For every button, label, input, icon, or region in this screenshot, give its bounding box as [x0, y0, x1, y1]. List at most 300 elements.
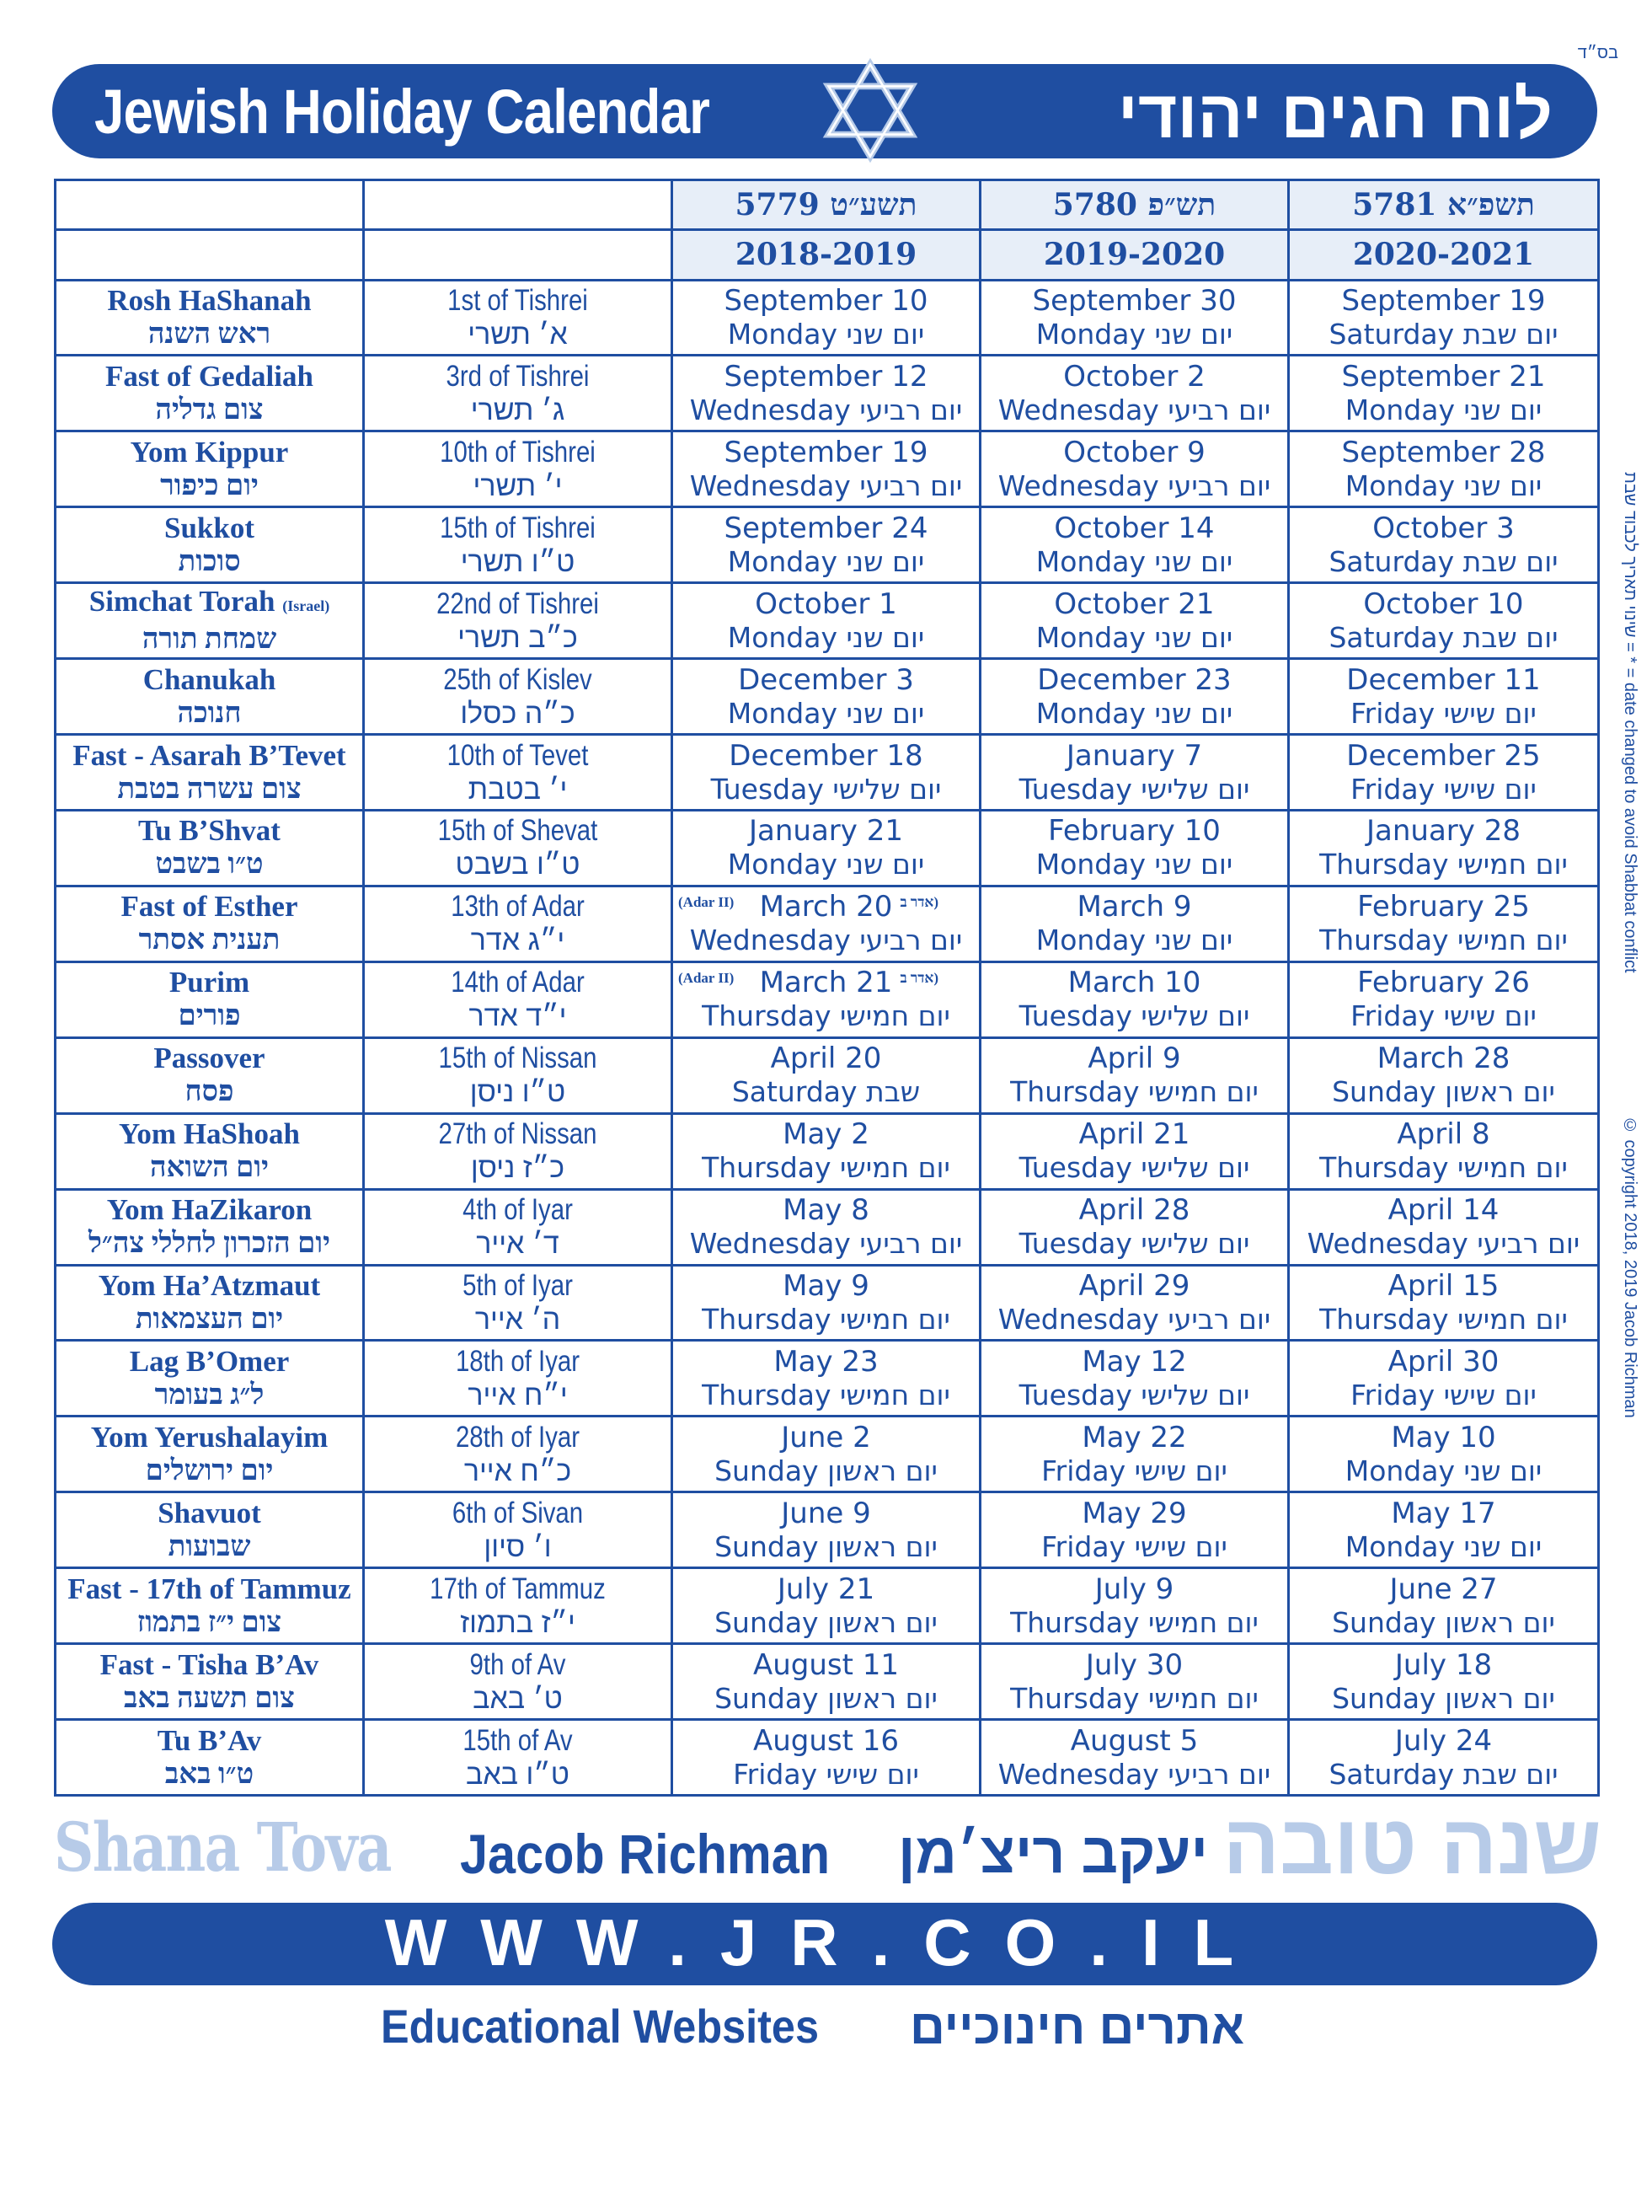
gregorian-date: January 28: [1366, 814, 1521, 849]
holiday-name-en: [56, 1345, 362, 1379]
weekday: [981, 848, 1287, 881]
hebrew-date-he: ה׳ אייר: [474, 1303, 561, 1336]
date-cell: [981, 1720, 1289, 1796]
weekday-en: Monday: [727, 544, 838, 578]
holiday-name-en: [56, 1193, 362, 1227]
hebrew-date-he: ד׳ אייר: [476, 1228, 559, 1261]
table-row: [56, 886, 1599, 961]
adar-note-en: (Adar II): [678, 969, 735, 986]
hebrew-date-he: ט״ו באב: [465, 1758, 569, 1791]
weekday-he: יום שלישי: [832, 772, 942, 806]
holiday-name-he: יום הזכרון לחללי צה״ל: [88, 1228, 330, 1260]
weekday-en: Thursday: [1319, 848, 1449, 881]
weekday-he: יום חמישי: [1457, 1151, 1568, 1185]
hebrew-date-he: ט׳ באב: [473, 1682, 563, 1715]
date-cell: [1289, 961, 1599, 1037]
weekday-he: יום ראשון: [1445, 1075, 1555, 1109]
hebrew-date-en: 9th of Av: [469, 1647, 566, 1681]
holiday-name-cell: [56, 583, 364, 659]
table-row: [56, 1644, 1599, 1720]
table-row: [56, 961, 1599, 1037]
weekday-en: Monday: [727, 620, 838, 654]
educational-websites-hebrew: אתרים חינוכיים: [910, 2000, 1245, 2054]
holiday-name-text: Yom HaShoah: [119, 1117, 300, 1151]
table-row: [56, 1341, 1599, 1417]
weekday-en: Thursday: [702, 1378, 831, 1411]
weekday-en: Saturday: [1329, 317, 1455, 351]
hebrew-date-cell: [364, 1265, 672, 1341]
weekday-he: יום שלישי: [1141, 1151, 1250, 1185]
gregorian-date: March 20: [759, 890, 893, 924]
holiday-name-text: Fast of Esther: [120, 890, 298, 924]
gregorian-date: April 8: [1397, 1117, 1490, 1152]
holiday-name-en: [56, 436, 362, 469]
date-cell: [1289, 1644, 1599, 1720]
hebrew-date-cell: [364, 1568, 672, 1644]
holiday-name-cell: [56, 431, 364, 507]
date-cell: [672, 431, 981, 507]
hebrew-date-cell: [364, 431, 672, 507]
gregorian-date: July 21: [777, 1572, 875, 1606]
weekday-he: יום ראשון: [827, 1529, 938, 1563]
holiday-name-text: Passover: [153, 1042, 265, 1075]
date-cell: [981, 961, 1289, 1037]
holiday-name-en: [56, 1421, 362, 1454]
holiday-name-text: Purim: [168, 966, 250, 999]
weekday-en: Thursday: [1010, 1075, 1140, 1109]
gregorian-date: April 14: [1387, 1193, 1500, 1228]
title-english: Jewish Holiday Calendar: [94, 77, 710, 147]
table-row: [56, 431, 1599, 507]
hebrew-date-cell: [364, 1720, 672, 1796]
gregorian-date: April 30: [1387, 1344, 1500, 1379]
weekday: [673, 1303, 979, 1336]
weekday-en: Monday: [1345, 469, 1456, 502]
weekday-he: יום שלישי: [1141, 1378, 1250, 1411]
year-hebrew: 5781 תשפ״א: [1289, 180, 1599, 230]
hebrew-date-en: 27th of Nissan: [438, 1117, 597, 1151]
weekday-he: יום שבת: [1462, 544, 1558, 578]
gregorian-date: July 30: [1085, 1647, 1184, 1682]
holiday-name-cell: [56, 1037, 364, 1113]
side-note-copyright: © copyright 2018, 2019 Jacob Richman: [1621, 1117, 1639, 1418]
holiday-name-cell: [56, 1492, 364, 1568]
holiday-name-en: [56, 966, 362, 999]
holiday-name-text: Rosh HaShanah: [107, 283, 312, 317]
year-hebrew: 5780 תש״פ: [981, 180, 1289, 230]
header-blank-cell: [56, 230, 364, 280]
weekday-he: יום שני: [1154, 544, 1233, 578]
weekday: [981, 1758, 1287, 1792]
holiday-name-en: [56, 1269, 362, 1303]
hebrew-date-cell: [364, 659, 672, 735]
date-cell: [1289, 356, 1599, 431]
holiday-name-cell: [56, 1417, 364, 1492]
weekday-he: יום רביעי: [859, 1227, 963, 1261]
weekday: [1290, 773, 1597, 806]
table-row: [56, 1720, 1599, 1796]
gregorian-date: September 30: [1032, 283, 1237, 318]
hebrew-date-he: י״ג אדר: [470, 924, 565, 957]
hebrew-date-en: 17th of Tammuz: [430, 1572, 606, 1605]
weekday: [1290, 545, 1597, 579]
weekday-he: יום שני: [1463, 1454, 1542, 1487]
weekday-en: Monday: [727, 317, 838, 351]
holiday-name-cell: [56, 1568, 364, 1644]
holiday-name-en: [56, 1497, 362, 1530]
gregorian-date: May 22: [1082, 1420, 1187, 1454]
table-row: [56, 1037, 1599, 1113]
gregorian-date: March 10: [1067, 966, 1201, 1000]
educational-websites-english: Educational Websites: [381, 2000, 820, 2053]
hebrew-date-en: 5th of Iyar: [462, 1268, 573, 1302]
title-hebrew: לוח חגים יהודי: [1117, 77, 1553, 152]
hebrew-date-en: 15th of Nissan: [438, 1042, 597, 1075]
gregorian-date: April 20: [770, 1042, 882, 1076]
hebrew-date-he: י״ח אייר: [468, 1379, 568, 1411]
weekday: [1290, 697, 1597, 731]
weekday-he: יום ראשון: [827, 1605, 938, 1639]
weekday: [673, 1758, 979, 1792]
date-cell: [1289, 735, 1599, 811]
weekday-he: יום שני: [1463, 1529, 1542, 1563]
hebrew-date-en: 28th of Iyar: [455, 1420, 580, 1454]
hebrew-date-en: 10th of Tevet: [446, 738, 589, 772]
weekday: [673, 621, 979, 655]
weekday: [673, 1227, 979, 1261]
gregorian-date: May 12: [1082, 1344, 1187, 1379]
date-cell: [981, 431, 1289, 507]
date-cell: [1289, 507, 1599, 583]
date-cell: [1289, 583, 1599, 659]
weekday: [1290, 1379, 1597, 1412]
holiday-name-en: [56, 1724, 362, 1758]
holiday-name-text: Fast - Tisha B’Av: [99, 1647, 319, 1681]
gregorian-date: April 21: [1078, 1117, 1190, 1152]
holiday-name-cell: [56, 659, 364, 735]
date-cell: [1289, 431, 1599, 507]
date-cell: [672, 1492, 981, 1568]
hebrew-date-cell: [364, 1644, 672, 1720]
gregorian-date: June 9: [781, 1496, 871, 1530]
weekday-en: Friday: [1041, 1454, 1126, 1487]
holiday-name-en: [56, 814, 362, 848]
holiday-name-cell: [56, 1720, 364, 1796]
holiday-name-cell: [56, 810, 364, 886]
hebrew-date-he: י׳ בטבת: [468, 773, 568, 806]
date-cell: [981, 583, 1289, 659]
weekday-he: יום שישי: [826, 1757, 919, 1791]
table-row: [56, 1189, 1599, 1265]
gregorian-date: September 10: [724, 283, 928, 318]
hebrew-date-en: 18th of Iyar: [455, 1344, 580, 1378]
weekday-en: Monday: [1035, 620, 1147, 654]
hebrew-date-cell: [364, 1113, 672, 1189]
holiday-name-en: [56, 360, 362, 394]
gregorian-date: March 9: [1077, 890, 1192, 924]
gregorian-date: May 29: [1082, 1496, 1187, 1530]
date-cell: [981, 507, 1289, 583]
date-cell: [672, 659, 981, 735]
hebrew-date-en: 1st of Tishrei: [447, 283, 588, 317]
weekday-en: Wednesday: [997, 393, 1159, 426]
weekday-en: Thursday: [702, 1151, 831, 1185]
weekday: [673, 1454, 979, 1488]
date-cell: [981, 1113, 1289, 1189]
weekday: [981, 621, 1287, 655]
holiday-name-he: יום השואה: [149, 1152, 270, 1184]
weekday-en: Sunday: [714, 1529, 819, 1563]
holiday-name-cell: [56, 886, 364, 961]
weekday: [981, 697, 1287, 731]
holiday-name-cell: [56, 1189, 364, 1265]
holiday-name-cell: [56, 1644, 364, 1720]
holiday-name-he: פורים: [178, 1000, 241, 1032]
weekday-he: יום רביעי: [859, 469, 963, 502]
star-of-david-icon: [815, 56, 925, 165]
holiday-name-text: Lag B’Omer: [129, 1344, 290, 1378]
shana-tova-english: Shana Tova: [54, 1808, 391, 1887]
weekday-en: Thursday: [1010, 1681, 1140, 1715]
holiday-name-text: Shavuot: [158, 1496, 261, 1529]
side-note-shabbat: שינוי תאריך לכבוד שבת = * = date changed to avoid Shabbat conflict: [1621, 472, 1639, 973]
holiday-name-en: [56, 1572, 362, 1606]
gregorian-date: June 27: [1389, 1572, 1498, 1606]
date-cell: [981, 1341, 1289, 1417]
holiday-name-cell: [56, 961, 364, 1037]
weekday-en: Saturday: [731, 1075, 858, 1109]
weekday-en: Monday: [1035, 696, 1147, 730]
date-cell: [1289, 1341, 1599, 1417]
weekday-en: Friday: [1350, 1378, 1435, 1411]
hebrew-date-cell: [364, 507, 672, 583]
gregorian-date: October 3: [1372, 511, 1515, 545]
weekday-he: יום שישי: [1443, 1378, 1537, 1411]
weekday: [1290, 1303, 1597, 1336]
table-row: [56, 735, 1599, 811]
gregorian-date: July 9: [1094, 1572, 1174, 1606]
table-row: [56, 1417, 1599, 1492]
weekday-he: יום רביעי: [1168, 469, 1271, 502]
holiday-name-text: Tu B’Shvat: [138, 814, 281, 848]
weekday: [1290, 469, 1597, 503]
gregorian-date: January 7: [1066, 738, 1203, 773]
gregorian-date: July 24: [1394, 1723, 1493, 1758]
weekday: [981, 545, 1287, 579]
weekday-en: Tuesday: [1018, 772, 1132, 806]
weekday-en: Monday: [727, 848, 838, 881]
hebrew-date-he: י״ז בתמוז: [460, 1606, 575, 1639]
author-english: Jacob Richman: [460, 1823, 831, 1885]
weekday-he: יום ראשון: [1445, 1681, 1555, 1715]
holiday-name-he: ל״ג בעומר: [154, 1379, 265, 1411]
holiday-name-en: [56, 1117, 362, 1151]
gregorian-date: April 15: [1387, 1268, 1500, 1303]
holiday-name-cell: [56, 280, 364, 356]
gregorian-date: January 21: [749, 814, 903, 849]
holiday-name-he: ט״ו בשבט: [155, 849, 264, 881]
date-cell: [672, 1037, 981, 1113]
weekday: [981, 999, 1287, 1033]
date-cell: [1289, 1265, 1599, 1341]
holiday-name-he: צום תשעה באב: [124, 1682, 295, 1714]
weekday-en: Wednesday: [1307, 1227, 1468, 1261]
weekday-he: יום שבת: [1462, 317, 1558, 351]
year-gregorian: 2020-2021: [1289, 230, 1599, 280]
bsd-mark: בס״ד: [1577, 44, 1618, 62]
date-cell: [1289, 1720, 1599, 1796]
date-cell: [672, 1417, 981, 1492]
holiday-name-en: [56, 284, 362, 318]
weekday-he: יום חמישי: [1457, 924, 1568, 957]
holiday-name-cell: [56, 507, 364, 583]
weekday: [1290, 1758, 1597, 1792]
weekday: [1290, 1075, 1597, 1109]
weekday: [981, 1682, 1287, 1716]
weekday-en: Friday: [1350, 696, 1435, 730]
weekday-he: יום שני: [846, 848, 925, 881]
gregorian-date: December 23: [1037, 662, 1232, 697]
header-blank-cell: [364, 180, 672, 230]
weekday-en: Tuesday: [710, 772, 824, 806]
hebrew-date-en: 25th of Kislev: [443, 662, 592, 696]
weekday-he: יום שני: [846, 317, 925, 351]
holiday-name-en: [56, 511, 362, 545]
weekday: [981, 1151, 1287, 1185]
hebrew-date-he: ט״ו בשבט: [455, 849, 580, 881]
holiday-name-text: Yom Kippur: [130, 435, 289, 469]
gregorian-date: September 21: [1341, 359, 1546, 394]
table-row: [56, 1492, 1599, 1568]
weekday-en: Friday: [1041, 1529, 1126, 1563]
date-cell: [672, 735, 981, 811]
weekday: [1290, 848, 1597, 881]
website-link[interactable]: WWW.JR.CO.IL: [384, 1905, 1268, 1979]
gregorian-date: October 10: [1363, 586, 1524, 621]
weekday-he: יום שני: [1154, 924, 1233, 957]
holiday-name-cell: [56, 1341, 364, 1417]
weekday-en: Thursday: [1319, 1302, 1449, 1336]
weekday: [1290, 1227, 1597, 1261]
gregorian-date: August 16: [752, 1723, 900, 1758]
weekday: [981, 1530, 1287, 1564]
hebrew-date-cell: [364, 583, 672, 659]
hebrew-date-cell: [364, 735, 672, 811]
holiday-name-cell: [56, 356, 364, 431]
weekday-en: Wednesday: [997, 469, 1159, 502]
date-cell: [1289, 659, 1599, 735]
hebrew-date-en: 15th of Shevat: [437, 814, 598, 848]
gregorian-date: September 24: [724, 511, 928, 545]
weekday-en: Thursday: [702, 1302, 831, 1336]
weekday: [673, 1606, 979, 1640]
gregorian-date: October 1: [755, 586, 897, 621]
weekday-he: יום רביעי: [1477, 1227, 1580, 1261]
gregorian-date: October 21: [1054, 586, 1215, 621]
weekday: [1290, 1530, 1597, 1564]
date-cell: [981, 735, 1289, 811]
holiday-name-note: (Israel): [282, 597, 330, 615]
hebrew-date-cell: [364, 1037, 672, 1113]
weekday-en: Tuesday: [1018, 1151, 1132, 1185]
gregorian-date: December 25: [1346, 738, 1541, 773]
date-cell: [981, 1037, 1289, 1113]
weekday-en: Saturday: [1329, 620, 1455, 654]
holiday-name-he: יום ירושלים: [145, 1454, 274, 1486]
weekday: [673, 1682, 979, 1716]
weekday: [1290, 318, 1597, 351]
weekday-en: Sunday: [714, 1605, 819, 1639]
weekday-en: Friday: [1350, 999, 1435, 1033]
weekday-en: Tuesday: [1018, 1227, 1132, 1261]
hebrew-date-he: ג׳ תשרי: [470, 394, 565, 426]
weekday: [673, 999, 979, 1033]
date-cell: [1289, 1417, 1599, 1492]
weekday-en: Monday: [1035, 544, 1147, 578]
date-cell: [1289, 1037, 1599, 1113]
weekday: [981, 1227, 1287, 1261]
gregorian-date: July 18: [1394, 1647, 1493, 1682]
hebrew-date-cell: [364, 356, 672, 431]
weekday-he: יום ראשון: [827, 1681, 938, 1715]
weekday: [673, 394, 979, 427]
holiday-name-he: יום כיפור: [160, 469, 259, 501]
weekday-en: Saturday: [1329, 1757, 1455, 1791]
hebrew-date-he: א׳ תשרי: [468, 318, 568, 351]
weekday: [981, 773, 1287, 806]
weekday-en: Thursday: [702, 999, 831, 1033]
weekday-he: יום שישי: [1134, 1529, 1227, 1563]
table-row: [56, 810, 1599, 886]
gregorian-date: April 9: [1088, 1042, 1181, 1076]
date-cell: [1289, 1113, 1599, 1189]
gregorian-date: October 2: [1063, 359, 1206, 394]
weekday-he: יום חמישי: [1457, 848, 1568, 881]
hebrew-date-cell: [364, 886, 672, 961]
holiday-name-en: [56, 663, 362, 697]
weekday-he: יום חמישי: [1148, 1075, 1259, 1109]
hebrew-date-en: 14th of Adar: [451, 966, 585, 999]
date-cell: [672, 1720, 981, 1796]
weekday-en: Sunday: [1332, 1681, 1436, 1715]
weekday: [981, 394, 1287, 427]
holiday-name-text: Yom Yerushalayim: [90, 1420, 329, 1454]
weekday: [1290, 621, 1597, 655]
hebrew-date-cell: [364, 1492, 672, 1568]
hebrew-date-cell: [364, 1417, 672, 1492]
hebrew-date-cell: [364, 280, 672, 356]
date-cell: [672, 1189, 981, 1265]
holiday-name-he: צום עשרה בטבת: [117, 773, 302, 805]
year-hebrew: 5779 תשע״ט: [672, 180, 981, 230]
hebrew-date-he: כ״ה כסלו: [460, 697, 575, 730]
table-row: [56, 583, 1599, 659]
hebrew-date-en: 13th of Adar: [451, 890, 585, 924]
date-cell: [672, 810, 981, 886]
weekday-he: יום שני: [846, 696, 925, 730]
hebrew-date-en: 15th of Tishrei: [440, 511, 596, 544]
gregorian-date: February 25: [1357, 890, 1530, 924]
weekday-en: Tuesday: [1018, 999, 1132, 1033]
holiday-table: [54, 179, 1600, 1797]
weekday-en: Thursday: [1319, 1151, 1449, 1185]
holiday-name-he: שמחת תורה: [142, 624, 277, 656]
weekday-he: יום רביעי: [1168, 1757, 1271, 1791]
date-cell: [981, 1265, 1289, 1341]
weekday: [1290, 999, 1597, 1033]
hebrew-date-en: 10th of Tishrei: [440, 435, 596, 469]
date-cell: [672, 886, 981, 961]
